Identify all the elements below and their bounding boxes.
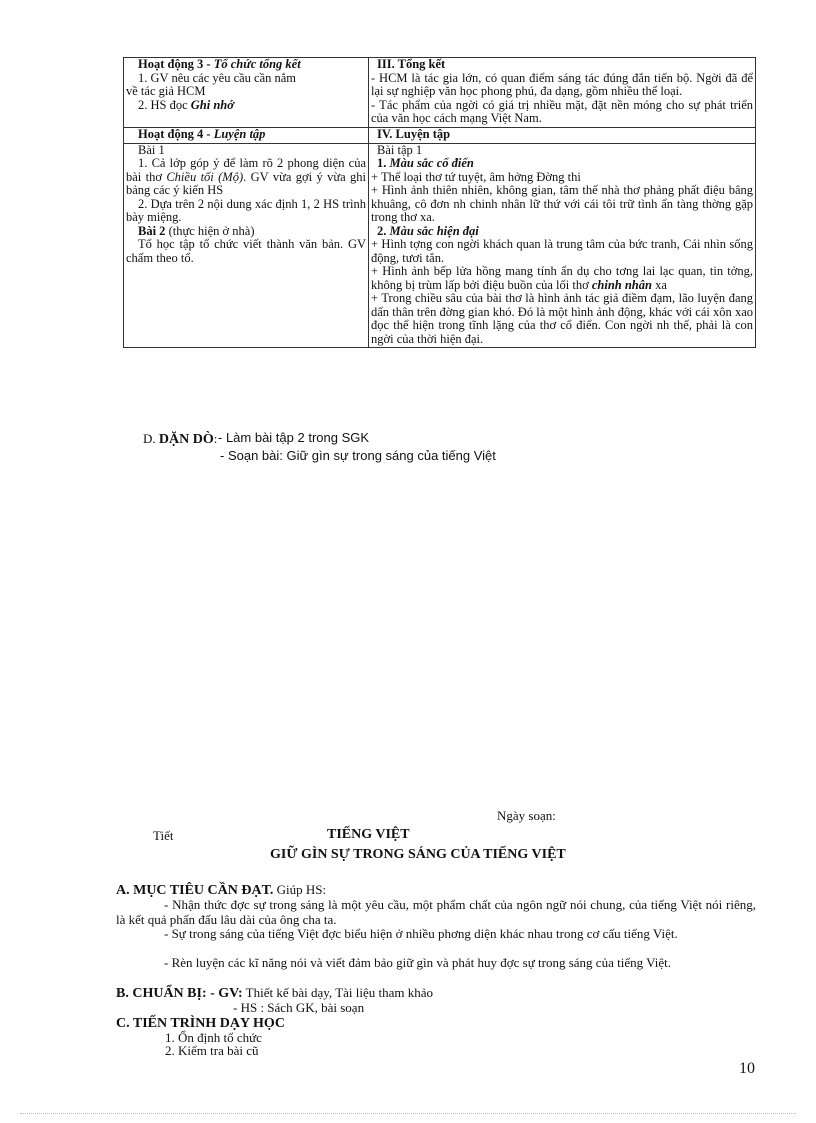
bai-2-rest: (thực hiện ở nhà)	[165, 224, 255, 238]
activity-4-title-italic: Luyện tập	[213, 127, 266, 141]
bai-1-p2: 2. Dựa trên 2 nội dung xác định 1, 2 HS trình bày miệng.	[126, 196, 366, 224]
lesson-activity-table	[123, 57, 756, 348]
tiet-label: Tiết	[153, 828, 174, 843]
activity-3-title	[126, 58, 366, 72]
modern-heading-text: Màu sắc hiện đại	[389, 224, 479, 238]
activity-3-line2: về tác giả HCM	[126, 85, 206, 98]
practice-title: IV. Luyện tập	[377, 127, 451, 141]
section-a-label: A. MỤC TIÊU CẦN ĐẠT.	[116, 883, 274, 898]
activity-3-cell	[124, 58, 369, 128]
modern-l4	[371, 265, 753, 292]
dan-do-bold: DẶN DÒ	[158, 432, 214, 447]
activity-4-cell	[124, 127, 369, 143]
classical-heading-text: Màu sắc cổ điển	[389, 157, 474, 170]
lesson-title: GIỮ GÌN SỰ TRONG SÁNG CỦA TIẾNG VIỆT	[270, 847, 566, 862]
section-c-item1: 1. Ổn định tổ chức	[165, 1030, 262, 1045]
activity-3-title-prefix: Hoạt động 3 -	[138, 58, 214, 71]
exercise-answers-cell	[369, 143, 756, 348]
summary-p2: - Tác phẩm của ngời có giá trị nhiều mặt, đặt nền móng cho sự phát triển của văn học cách mạng Việt Nam.	[371, 97, 753, 125]
subject-title: TIẾNG VIỆT	[327, 827, 410, 842]
footer-rule	[20, 1113, 796, 1114]
modern-l4-a: + Hình ảnh bếp lửa hồng mang tính ẩn dụ cho tơng lai lạc quan, tin tởng, không bị trùm lấp bởi điệu buồn của lối thơ	[371, 264, 753, 292]
modern-l5: + Trong chiều sâu của bài thơ là hình ảnh tác giả điềm đạm, lão luyện đang dấn thân trên đờng gian khó. Đó là một hình ảnh động, khác với cái xôn xao đọc thể hiện trong tĩnh lặng của thơ cổ điển. Con ngời nh thế, phải là con ngời của thời hiện đại.	[371, 291, 753, 346]
modern-l4-italic: chinh nhân	[591, 277, 652, 292]
bai-1-p1	[126, 157, 366, 198]
classical-l1: + Thể loại thơ tứ tuyệt, âm hởng Đờng thi	[371, 169, 581, 184]
activity-4-title	[126, 128, 366, 142]
classical-heading	[371, 157, 753, 171]
page-number: 10	[739, 1060, 755, 1077]
bai-tap-1-label: Bài tập 1	[377, 143, 423, 157]
classical-heading-num: 1.	[377, 157, 390, 170]
section-a-p2: - Sự trong sáng của tiếng Việt đợc biểu hiện ở nhiều phơng diện khác nhau trong cơ cấu tiếng Việt.	[164, 926, 678, 941]
bai-1-p1-a: 1. Cả lớp góp ý để làm rõ 2 phong diện của bài thơ	[126, 156, 366, 184]
modern-heading	[371, 225, 753, 239]
activity-3-line1: 1. GV nêu các yêu cầu cần nắm	[138, 71, 297, 85]
section-a-suffix: Giúp HS:	[273, 882, 327, 897]
section-b-label: B. CHUẨN BỊ: - GV:	[116, 986, 243, 1001]
summary-p1: - HCM là tác gia lớn, có quan điểm sáng tác đúng đắn tiến bộ. Ngời đã để lại sự nghiệp văn học phong phú, đa dạng, gồm nhiều thể loại.	[371, 70, 753, 98]
section-a-p1: - Nhận thức đợc sự trong sáng là một yêu cầu, một phẩm chất của ngôn ngữ nói chung, của tiếng Việt nói riêng, là kết quả phấn đấu lâu dài của ông cha ta.	[116, 897, 756, 927]
summary-title: III. Tổng kết	[377, 58, 446, 71]
exercise-instructions-cell	[124, 143, 369, 348]
practice-header-cell	[369, 127, 756, 143]
activity-3-title-italic: Tổ chức tổng kết	[213, 58, 301, 71]
summary-cell	[369, 58, 756, 128]
ngay-soan: Ngày soạn:	[497, 808, 556, 823]
dan-do-label	[143, 431, 217, 448]
activity-3-line3-prefix: 2. HS đọc	[138, 98, 191, 112]
bai-2-p: Tổ học tập tổ chức viết thành văn bản. GV chấm theo tổ.	[126, 237, 366, 265]
section-c-heading: C. TIẾN TRÌNH DẠY HỌC	[116, 1016, 285, 1031]
dan-do-line1: - Làm bài tập 2 trong SGK	[218, 430, 370, 445]
classical-l2: + Hình ảnh thiên nhiên, không gian, tâm thế nhà thơ phảng phất điệu bâng khuâng, cô đơn nh chinh nhân lữ thứ với cái tôi trữ tình ẩn tàng thờng gặp trong thơ xa.	[371, 183, 753, 224]
section-b-gv: Thiết kế bài dạy, Tài liệu tham khảo	[242, 985, 434, 1000]
dan-do-suffix: :	[213, 431, 218, 446]
dan-do-prefix: D.	[143, 431, 159, 446]
activity-4-title-prefix: Hoạt động 4 -	[138, 127, 214, 141]
section-a-p3: - Rèn luyện các kĩ năng nói và viết đảm bảo giữ gìn và phát huy đợc sự trong sáng của tiếng Việt.	[164, 955, 671, 970]
bai-1-label: Bài 1	[138, 143, 165, 157]
dan-do-line2: - Soạn bài: Giữ gìn sự trong sáng của tiếng Việt	[220, 448, 496, 463]
bai-2-bold: Bài 2	[138, 224, 166, 238]
modern-heading-num: 2.	[377, 224, 390, 238]
bai-2-label	[126, 225, 366, 239]
modern-l4-b: xa	[651, 277, 667, 292]
section-b-hs: - HS : Sách GK, bài soạn	[233, 1000, 365, 1015]
ghi-nho-label: Ghi nhớ	[190, 98, 234, 112]
modern-l3: + Hình tợng con ngời khách quan là trung tâm của bức tranh, Cái nhìn sống động, tươi tắn.	[371, 237, 753, 265]
poem-title: Chiều tối (Mộ)	[166, 169, 244, 184]
section-c-item2: 2. Kiểm tra bài cũ	[165, 1043, 259, 1058]
bai-1-p1-b: . GV vừa gợi ý vừa ghi bảng các ý kiến HS	[126, 169, 366, 197]
activity-3-line3	[126, 99, 366, 113]
